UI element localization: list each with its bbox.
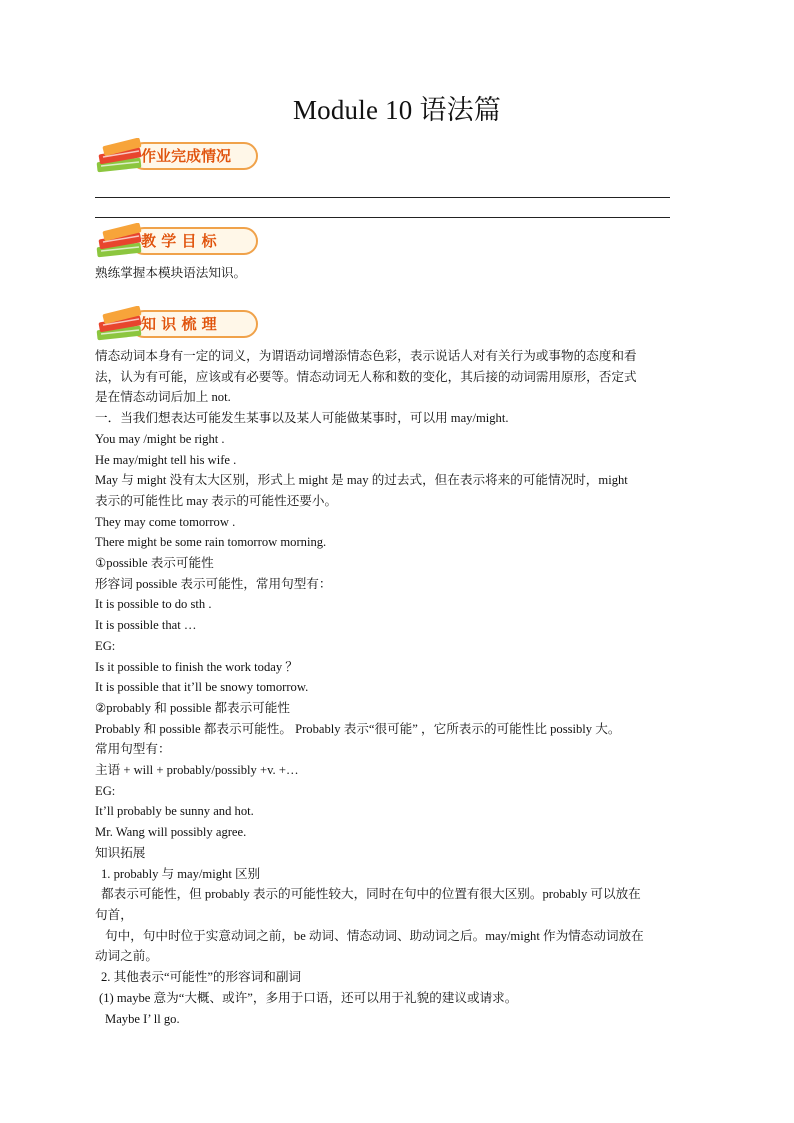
paragraph-line: 句首， [95,907,133,922]
answer-line-1 [95,197,670,198]
example-line: They may come tomorrow . [95,514,236,529]
example-label: EG: [95,783,116,798]
paragraph-line: 表示的可能性比 may 表示的可能性还要小。 [95,493,338,508]
paragraph-line: Probably 和 possible 都表示可能性。 Probably 表示“很可能” ，它所表示的可能性比 possibly 大。 [95,721,621,736]
paragraph-line: 句中，句中时位于实意动词之前，be 动词、情态动词、助动词之后。may/might 作为情态动词放在 [105,928,644,943]
paragraph-line: 动词之前。 [95,949,158,964]
example-line: He may/might tell his wife . [95,452,237,467]
paragraph-line: 都表示可能性，但 probably 表示的可能性较大，同时在句中的位置有很大区别。probably 可以放在 [101,887,641,902]
example-line: Maybe I’ ll go. [105,1011,180,1026]
paragraph-line: 情态动词本身有一定的词义，为谓语动词增添情态色彩，表示说话人对有关行为或事物的态度和看 [95,349,637,363]
section-badge-goals [95,223,265,261]
paragraph-line: May 与 might 没有太大区别，形式上 might 是 may 的过去式，但在表示将来的可能情况时，might [95,473,628,488]
example-label: EG: [95,638,116,653]
section-title-goals: 教 学 目 标 [141,232,217,250]
section-badge-knowledge [95,306,265,344]
example-line: It is possible to do sth . [95,597,212,612]
paragraph-line: (1) maybe 意为“大概、或许”，多用于口语，还可以用于礼貌的建议或请求。 [99,990,518,1005]
example-line: Is it possible to finish the work today ？ [95,659,298,674]
example-line: It is possible that it’ll be snowy tomorrow. [95,680,309,695]
subheading-line: ②probably 和 possible 都表示可能性 [95,700,290,715]
paragraph-line: 常用句型有： [95,742,171,757]
section-title-knowledge: 知 识 梳 理 [141,315,217,333]
pattern-line: 主语 + will + probably/possibly +v. +… [95,763,299,778]
subheading-line: ①possible 表示可能性 [95,556,214,571]
section-badge-homework [95,138,265,176]
example-line: You may /might be right . [95,431,225,446]
paragraph-line: 一．当我们想表达可能发生某事以及某人可能做某事时，可以用 may/might. [95,411,509,426]
list-item: 2. 其他表示“可能性”的形容词和副词 [101,970,302,985]
example-line: There might be some rain tomorrow morning. [95,535,327,550]
knowledge-body [95,346,703,1029]
paragraph-line: 法，认为有可能，应该或有必要等。情态动词无人称和数的变化，其后接的动词需用原形，否定式 [95,369,637,384]
example-line: It is possible that … [95,618,197,633]
section-title-homework: 作业完成情况 [141,147,232,165]
example-line: It’ll probably be sunny and hot. [95,804,254,819]
example-line: Mr. Wang will possibly agree. [95,825,247,840]
subheading-line: 知识拓展 [95,845,146,860]
goal-text: 熟练掌握本模块语法知识。 [95,266,247,280]
paragraph-line: 是在情态动词后加上 not. [95,390,231,405]
list-item: 1. probably 与 may/might 区别 [101,866,261,881]
paragraph-line: 形容词 possible 表示可能性，常用句型有： [95,576,332,591]
answer-line-2 [95,217,670,218]
page-title: Module 10 语法篇 [292,95,502,125]
